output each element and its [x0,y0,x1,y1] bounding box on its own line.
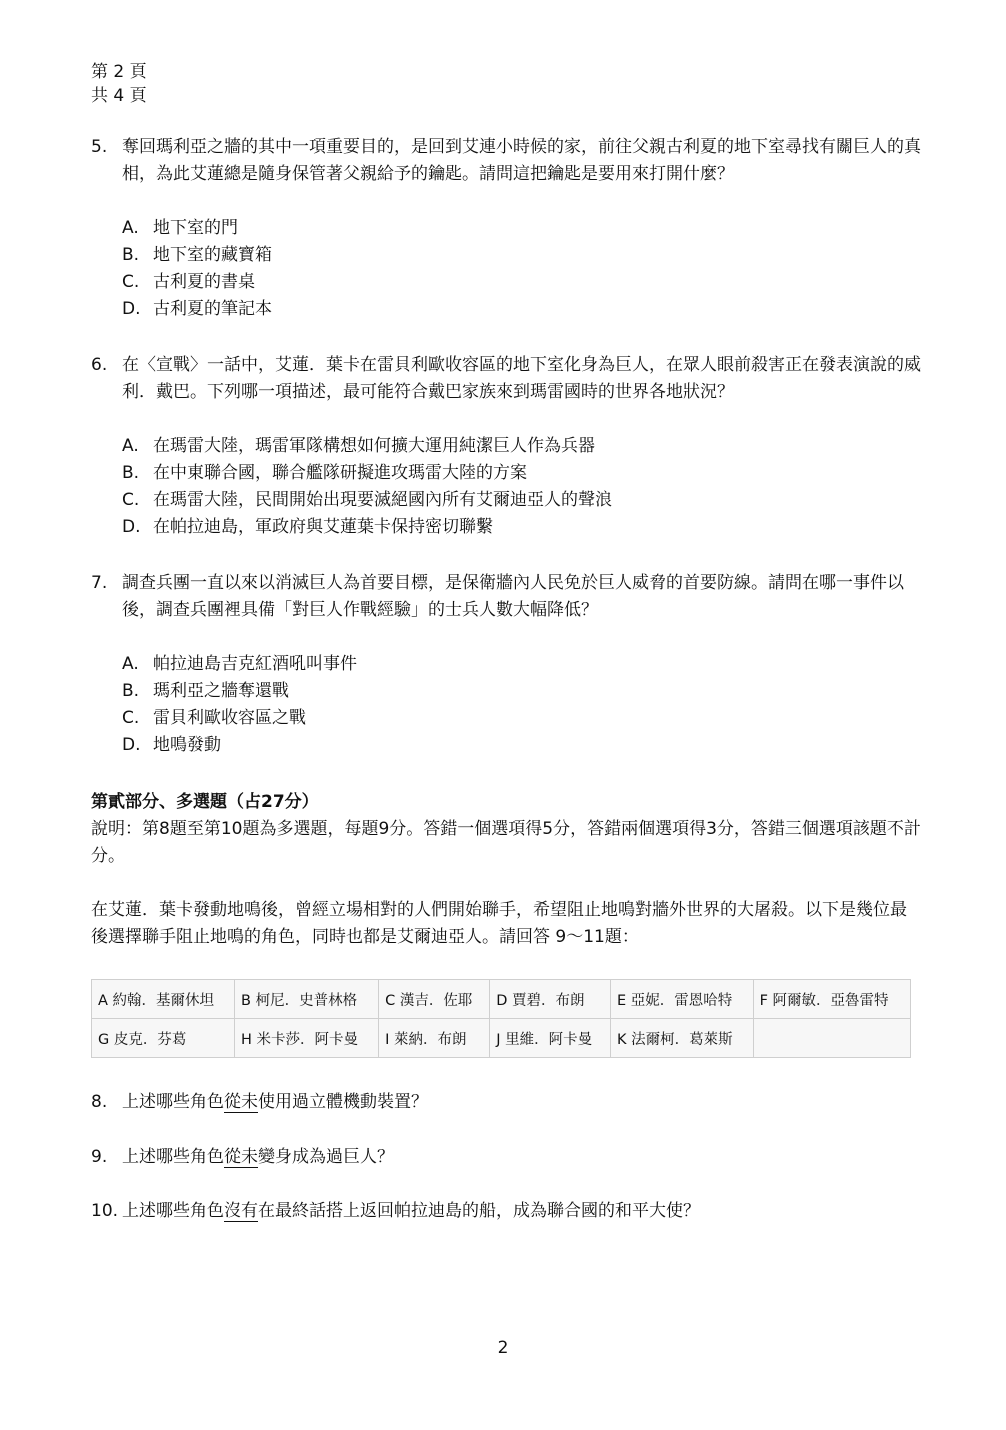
question-number: 9. [91,1147,108,1167]
question-6 [91,352,921,541]
question-text: 上述哪些角色從未變身成為過巨人？ [122,1147,394,1167]
question-text: 奪回瑪利亞之牆的其中一項重要目的，是回到艾連小時候的家，前往父親古利夏的地下室尋找有關巨人的真相，為此艾蓮總是隨身保管著父親給予的鑰匙。請問這把鑰匙是要用來打開什麼？ [122,137,921,184]
question-5 [91,134,921,323]
question-number: 6. [91,355,108,375]
question-text: 在〈宣戰〉一話中，艾蓮．葉卡在雷貝利歐收容區的地下室化身為巨人，在眾人眼前殺害正在發表演說的威利．戴巴。下列哪一項描述，最可能符合戴巴家族來到瑪雷國時的世界各地狀況？ [122,355,921,402]
table-cell: E 亞妮．雷恩哈特 [611,980,754,1019]
question-text: 上述哪些角色沒有在最終話搭上返回帕拉迪島的船，成為聯合國的和平大使？ [122,1201,700,1221]
option-b: B. 在中東聯合國，聯合艦隊研擬進攻瑪雷大陸的方案 [122,463,527,483]
option-d: D. 古利夏的筆記本 [122,299,272,319]
option-c: C. 在瑪雷大陸，民間開始出現要滅絕國內所有艾爾迪亞人的聲浪 [122,490,612,510]
character-table [91,979,911,1058]
table-cell: C 漢吉．佐耶 [379,980,490,1019]
page-current: 第 2 頁 [91,62,147,82]
option-d: D. 地鳴發動 [122,735,221,755]
option-b: B. 瑪利亞之牆奪還戰 [122,681,289,701]
page-number: 2 [497,1338,509,1358]
question-number: 5. [91,137,108,157]
page-header [91,60,147,108]
option-a: A. 在瑪雷大陸，瑪雷軍隊構想如何擴大運用純潔巨人作為兵器 [122,436,595,456]
option-a: A. 地下室的門 [122,218,238,238]
emphasis-underline: 沒有 [224,1201,258,1221]
question-text: 調查兵團一直以來以消滅巨人為首要目標，是保衛牆內人民免於巨人威脅的首要防線。請問在哪一事件以後，調查兵團裡具備「對巨人作戰經驗」的士兵人數大幅降低？ [122,573,904,620]
emphasis-underline: 從未 [224,1147,258,1167]
table-cell: H 米卡莎．阿卡曼 [235,1019,379,1058]
intro-paragraph: 在艾蓮．葉卡發動地鳴後，曾經立場相對的人們開始聯手，希望阻止地鳴對牆外世界的大屠殺。以下是幾位最後選擇聯手阻止地鳴的角色，同時也都是艾爾迪亞人。請回答 9～11題： [91,900,907,947]
emphasis-underline: 從未 [224,1092,258,1112]
table-cell: G 皮克．芬葛 [92,1019,235,1058]
question-text: 上述哪些角色從未使用過立體機動裝置？ [122,1092,428,1112]
option-c: C. 古利夏的書桌 [122,272,255,292]
table-cell: B 柯尼．史普林格 [235,980,379,1019]
table-cell: F 阿爾敏．亞魯雷特 [753,980,910,1019]
option-list [122,651,921,759]
table-cell: D 賈碧．布朗 [490,980,611,1019]
option-list [122,215,921,323]
table-cell: A 約翰．基爾休坦 [92,980,235,1019]
question-9 [91,1144,921,1171]
section-multiple-choice [91,789,921,870]
option-c: C. 雷貝利歐收容區之戰 [122,708,306,728]
question-8 [91,1089,921,1116]
table-cell [753,1019,910,1058]
section-instructions: 說明：第8題至第10題為多選題，每題9分。答錯一個選項得5分，答錯兩個選項得3分，答錯三個選項該題不計分。 [91,819,921,866]
question-number: 8. [91,1092,108,1112]
table-cell: J 里維．阿卡曼 [490,1019,611,1058]
table-cell: K 法爾柯．葛萊斯 [611,1019,754,1058]
section-title: 第貳部分、多選題（占27分） [91,792,319,812]
question-10 [91,1198,921,1225]
option-b: B. 地下室的藏寶箱 [122,245,272,265]
table-cell: I 萊納．布朗 [379,1019,490,1058]
option-list [122,433,921,541]
option-d: D. 在帕拉迪島，軍政府與艾蓮葉卡保持密切聯繫 [122,517,493,537]
question-number: 7. [91,573,108,593]
table-row [92,980,911,1019]
page-total: 共 4 頁 [91,86,147,106]
option-a: A. 帕拉迪島吉克紅酒吼叫事件 [122,654,357,674]
question-number: 10. [91,1201,119,1221]
table-row [92,1019,911,1058]
question-7 [91,570,921,759]
